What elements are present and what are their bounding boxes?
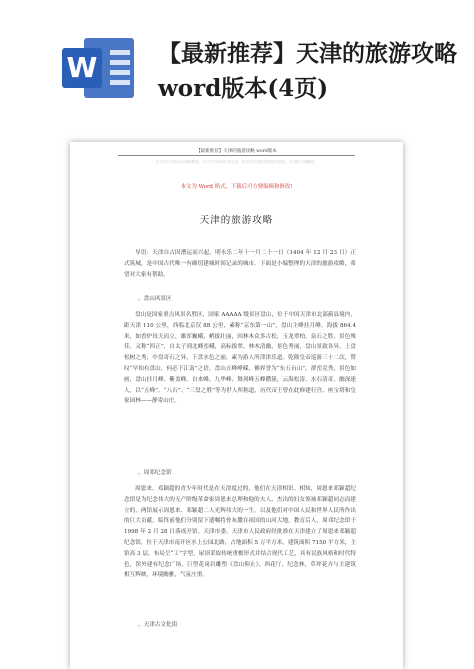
- section-heading: 、盘山风景区: [138, 296, 172, 302]
- intro-paragraph: 导语：天津自古因漕运而兴起，明永乐二年十一月二十一日（1404 年 12 月 23 日）正式筑城，是中国古代唯一有确切建城时间记录的城市。下面是小编整理的天津的旅游攻略，希望对大家有帮助。: [124, 250, 356, 278]
- document-title: 天津的旅游攻略: [199, 215, 274, 226]
- copyright-notice: 本文部分内容来自网络整理，本司不为其真实性负责，如有异议或侵权请及时联系，本司将立即删除！: [155, 160, 318, 164]
- section-heading: 、天津古文化街: [138, 622, 178, 628]
- document-preview-page: [70, 142, 403, 669]
- page-header: 【最新推荐】天津的旅游攻略 word版本: [118, 148, 355, 156]
- hero-title: 【最新推荐】天津的旅游攻略word版本(4页): [158, 40, 457, 102]
- word-document-icon: [62, 38, 134, 98]
- section-paragraph: 盘山是国家重点风景名胜区，国家 AAAAA 级景区盘山，位于中国天津市北部蓟县境内，距天津 110 公里，西临北京仅 88 公里，素称“京东第一山”，盘山主峰挂月峰，海拔 864.4 米，如香炉耸天而立，雄浑巍峨，峭拔壮丽，因林木众多古松，玉龙翠柏，泉石之胜，景色殊佳。又称“四正”，自太子到北峰峦峨，高标拔翠，林木清幽，景色秀丽，盘山景致各异，上盘松树之秀，中盘奇石之异，下盘水色之丽，素为游人所津津乐道。乾隆皇帝巡游三十二次，赞叹“早知有盘山，何必下江南”之语，盘山五峰峥嵘，佛界誉为“东五台山”，群峦竞秀，景色如画，盘山挂月峰、紫盖峰、自来峰、九华峰、舞剑峰五峰攒簇，云海松涛，水石清奇，幽深迷人，以“五峰”、“八石”、“三盘之胜”等为世人所称道，历代帝王曾在此修建行宫、座宝塔和皇家园林——静寄山庄。: [124, 312, 356, 405]
- format-banner: 本文为 Word 格式，下载后可方便编辑和修改!: [180, 184, 293, 190]
- hero-banner: [0, 0, 474, 125]
- section-paragraph: 周恩来、邓颖超的青少年时代是在天津度过的，他们在天津相识、相知，周恩来邓颖超纪念馆是为纪念伟大的无产阶级革命家周恩来总理和他的夫人、杰出的妇女领袖邓颖超同志而建立的，两馆展示周恩来、邓颖超二人光辉伟大的一生，以及他们对中国人民和世界人民所作出的巨大贡献，临终前他们分别留下遗嘱将骨灰撒在祖国的山河大地，教育后人，周邓纪念馆于 1998 年 2 月 28 日落成开馆。天津市委、天津市人民政府经批准在天津建立了周恩来邓颖超纪念馆，位于天津市南开区水上公园北路，占地面积 5 万平方米，建筑面积 7150 平方米，主馆高 3 层，布局呈“工”字型，屋顶采取传统重檐形式并结合现代工艺，具有民族风格和时代特色，馆外建有纪念广场、巨型花岗岩雕塑《盘山仰止》、西花厅、纪念林，草坪花卉与主建筑相互辉映，环境幽雅，气氛庄重。: [124, 486, 356, 579]
- section-heading: 、周邓纪念馆: [138, 470, 172, 476]
- word-logo-badge: W: [62, 48, 102, 88]
